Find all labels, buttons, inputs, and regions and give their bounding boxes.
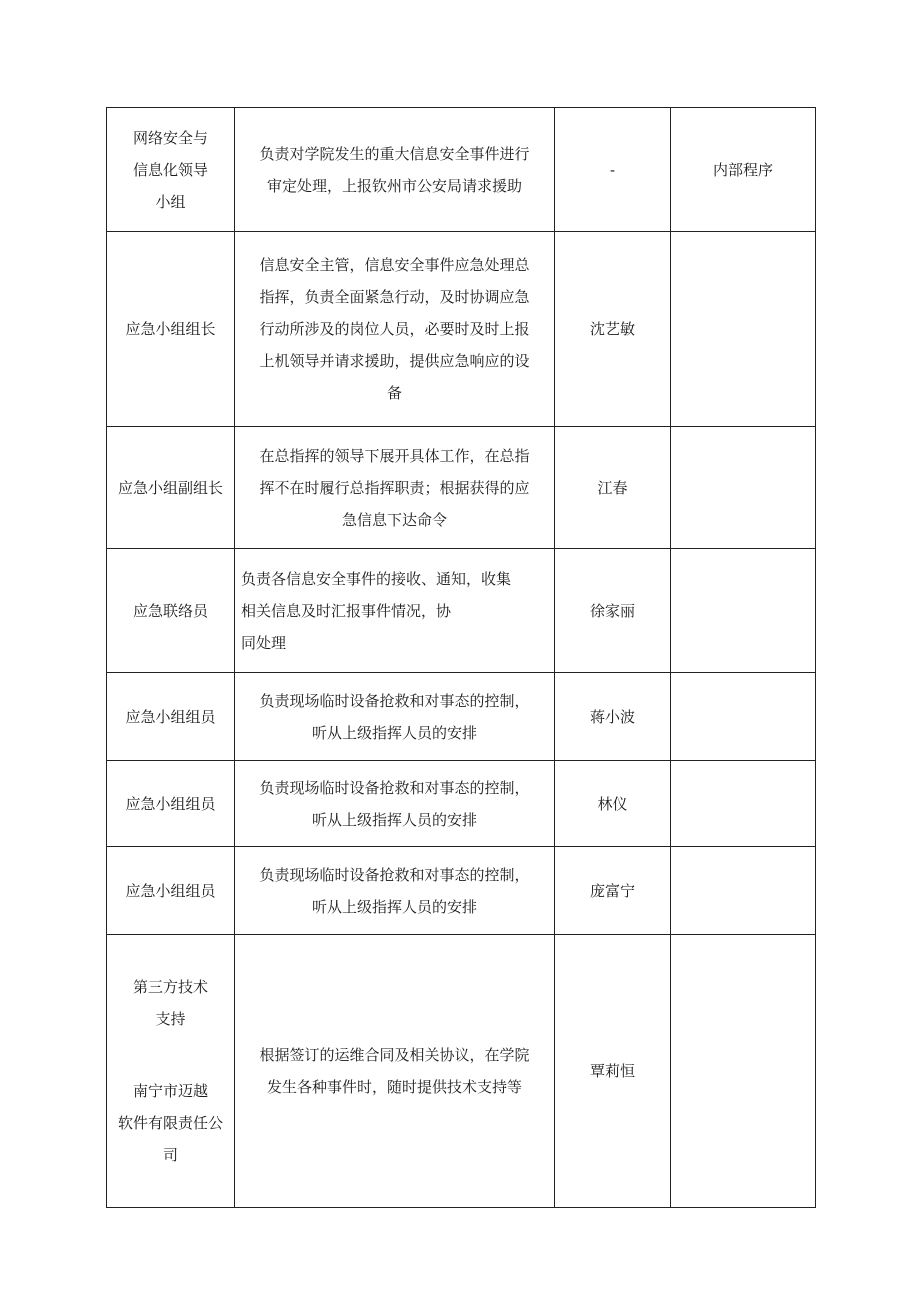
duty-cell: 负责对学院发生的重大信息安全事件进行 审定处理，上报钦州市公安局请求援助 xyxy=(235,108,555,232)
contact-cell xyxy=(671,935,816,1208)
role-cell: 网络安全与 信息化领导 小组 xyxy=(107,108,235,232)
table-row xyxy=(107,232,816,427)
table-row xyxy=(107,549,816,673)
name-cell: 沈艺敏 xyxy=(555,232,671,427)
name-cell: - xyxy=(555,108,671,232)
name-cell: 蒋小波 xyxy=(555,673,671,761)
role-cell xyxy=(107,935,235,1208)
contact-cell xyxy=(671,232,816,427)
duty-cell: 负责现场临时设备抢救和对事态的控制， 听从上级指挥人员的安排 xyxy=(235,847,555,935)
table-row xyxy=(107,847,816,935)
name-cell: 覃莉恒 xyxy=(555,935,671,1208)
duty-cell: 负责现场临时设备抢救和对事态的控制， 听从上级指挥人员的安排 xyxy=(235,761,555,847)
contact-cell xyxy=(671,847,816,935)
name-cell: 林仪 xyxy=(555,761,671,847)
role-cell: 应急小组组员 xyxy=(107,673,235,761)
table-row xyxy=(107,673,816,761)
table-row xyxy=(107,935,816,1208)
table-row xyxy=(107,108,816,232)
duty-cell: 在总指挥的领导下展开具体工作，在总指 挥不在时履行总指挥职责；根据获得的应 急信息下达命令 xyxy=(235,427,555,549)
duty-cell: 负责各信息安全事件的接收、通知，收集 相关信息及时汇报事件情况，协 同处理 xyxy=(235,549,555,673)
role-cell: 应急小组组员 xyxy=(107,847,235,935)
contact-cell xyxy=(671,673,816,761)
table-row xyxy=(107,761,816,847)
contact-cell xyxy=(671,761,816,847)
role-cell: 应急小组组员 xyxy=(107,761,235,847)
role-cell: 应急小组副组长 xyxy=(107,427,235,549)
duty-cell: 负责现场临时设备抢救和对事态的控制， 听从上级指挥人员的安排 xyxy=(235,673,555,761)
table-row xyxy=(107,427,816,549)
duty-cell: 根据签订的运维合同及相关协议，在学院 发生各种事件时，随时提供技术支持等 xyxy=(235,935,555,1208)
emergency-roles-table xyxy=(106,107,816,1208)
name-cell: 江春 xyxy=(555,427,671,549)
name-cell: 徐家丽 xyxy=(555,549,671,673)
role-cell: 应急联络员 xyxy=(107,549,235,673)
vendor-name: 南宁市迈越 软件有限责任公 司 xyxy=(117,1082,223,1164)
role-cell: 应急小组组长 xyxy=(107,232,235,427)
role-title: 第三方技术 支持 xyxy=(132,978,208,1028)
contact-cell xyxy=(671,427,816,549)
duty-cell: 信息安全主管，信息安全事件应急处理总 指挥，负责全面紧急行动，及时协调应急 行动所涉及的岗位人员，必要时及时上报 上机领导并请求援助，提供应急响应的设 备 xyxy=(235,232,555,427)
contact-cell xyxy=(671,549,816,673)
contact-cell: 内部程序 xyxy=(671,108,816,232)
name-cell: 庞富宁 xyxy=(555,847,671,935)
